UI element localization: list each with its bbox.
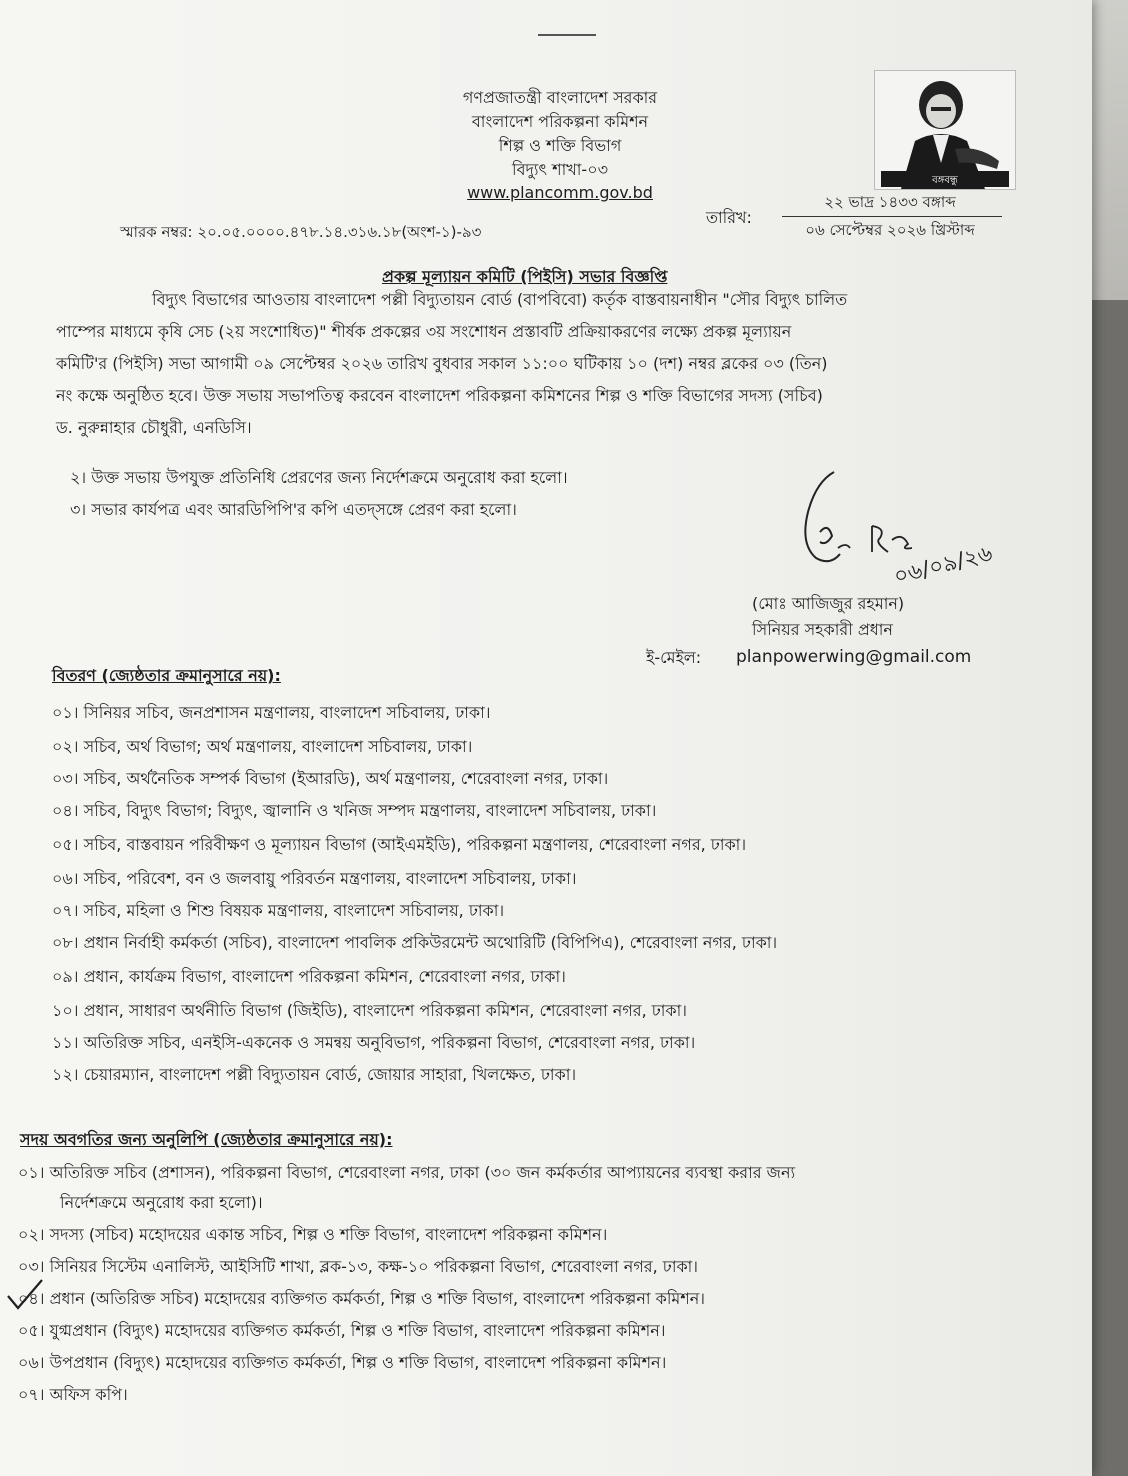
header-division: শিল্প ও শক্তি বিভাগ [498, 136, 622, 155]
list-item: ১০। প্রধান, সাধারণ অর্থনীতি বিভাগ (জিইডি), বাংলাদেশ পরিকল্পনা কমিশন, শেরেবাংলা নগর, ঢাকা। [52, 1001, 687, 1020]
list-item: ০২। সদস্য (সচিব) মহোদয়ের একান্ত সচিব, শিল্প ও শক্তি বিভাগ, বাংলাদেশ পরিকল্পনা কমিশন। [18, 1225, 608, 1244]
check-mark-icon [6, 1278, 46, 1312]
portrait-icon [875, 71, 1015, 189]
list-item: ১১। অতিরিক্ত সচিব, এনইসি-একনেক ও সমন্বয় অনুবিভাগ, পরিকল্পনা বিভাগ, শেরেবাংলা নগর, ঢাকা। [52, 1033, 696, 1052]
portrait-emblem [874, 70, 1016, 190]
date-label: তারিখ: [706, 208, 752, 227]
subject-heading: প্রকল্প মূল্যায়ন কমিটি (পিইসি) সভার বিজ্ঞপ্তি [382, 267, 668, 286]
body-line: ড. নুরুন্নাহার চৌধুরী, এনডিসি। [56, 418, 252, 437]
signer-name: (মোঃ আজিজুর রহমান) [752, 594, 905, 613]
body-line: পাম্পের মাধ্যমে কৃষি সেচ (২য় সংশোধিত)" শীর্ষক প্রকল্পের ৩য় সংশোধন প্রস্তাবটি প্রক্রিয়াকরণের লক্ষ্যে প্রকল্প মূল্যায়ন [56, 322, 792, 341]
distribution-heading: বিতরণ (জ্যেষ্ঠতার ক্রমানুসারে নয়): [52, 666, 281, 685]
date-bangla: ২২ ভাদ্র ১৪৩৩ বঙ্গাব্দ [824, 193, 956, 211]
list-item: ০৩। সচিব, অর্থনৈতিক সম্পর্ক বিভাগ (ইআরডি), অর্থ মন্ত্রণালয়, শেরেবাংলা নগর, ঢাকা। [52, 769, 609, 788]
email-label: ই-মেইল: [646, 648, 702, 667]
date-english: ০৬ সেপ্টেম্বর ২০২৬ খ্রিস্টাব্দ [805, 221, 975, 239]
list-item: ০৬। উপপ্রধান (বিদ্যুৎ) মহোদয়ের ব্যক্তিগত কর্মকর্তা, শিল্প ও শক্তি বিভাগ, বাংলাদেশ পরিকল্পনা কমিশন। [18, 1353, 667, 1372]
body-point-2: ২। উক্ত সভায় উপযুক্ত প্রতিনিধি প্রেরণের জন্য নির্দেশক্রমে অনুরোধ করা হলো। [70, 468, 568, 487]
email-address[interactable]: planpowerwing@gmail.com [736, 647, 972, 667]
list-item: নির্দেশক্রমে অনুরোধ করা হলো)। [60, 1193, 263, 1212]
list-item: ০৫। যুগ্মপ্রধান (বিদ্যুৎ) মহোদয়ের ব্যক্তিগত কর্মকর্তা, শিল্প ও শক্তি বিভাগ, বাংলাদেশ পরিকল্পনা কমিশন। [18, 1321, 666, 1340]
svg-text:০৬/০৯/২৬: ০৬/০৯/২৬ [891, 541, 996, 590]
list-item: ০১। সিনিয়র সচিব, জনপ্রশাসন মন্ত্রণালয়, বাংলাদেশ সচিবালয়, ঢাকা। [52, 703, 491, 722]
header-government: গণপ্রজাতন্ত্রী বাংলাদেশ সরকার [462, 88, 658, 107]
header-website[interactable]: www.plancomm.gov.bd [467, 183, 653, 202]
list-item: ০৮। প্রধান নির্বাহী কর্মকর্তা (সচিব), বাংলাদেশ পাবলিক প্রকিউরমেন্ট অথোরিটি (বিপিপিএ), শেরেবাংলা নগর, ঢাকা। [52, 933, 778, 952]
list-item: ০৩। সিনিয়র সিস্টেম এনালিস্ট, আইসিটি শাখা, ব্লক-১৩, কক্ষ-১০ পরিকল্পনা বিভাগ, শেরেবাংলা নগর, ঢাকা। [18, 1257, 699, 1276]
list-item: ০১। অতিরিক্ত সচিব (প্রশাসন), পরিকল্পনা বিভাগ, শেরেবাংলা নগর, ঢাকা (৩০ জন কর্মকর্তার আপ্যায়নের ব্যবস্থা করার জন্য [18, 1163, 796, 1182]
list-item: ০৫। সচিব, বাস্তবায়ন পরিবীক্ষণ ও মূল্যায়ন বিভাগ (আইএমইডি), পরিকল্পনা মন্ত্রণালয়, শেরেবাংলা নগর, ঢাকা। [52, 835, 747, 854]
body-paragraph [56, 284, 847, 444]
list-item: ০৭। সচিব, মহিলা ও শিশু বিষয়ক মন্ত্রণালয়, বাংলাদেশ সচিবালয়, ঢাকা। [52, 901, 505, 920]
list-item: ০৪। সচিব, বিদ্যুৎ বিভাগ; বিদ্যুৎ, জ্বালানি ও খনিজ সম্পদ মন্ত্রণালয়, বাংলাদেশ সচিবালয়, ঢাকা। [52, 801, 657, 820]
list-item: ০৪। প্রধান (অতিরিক্ত সচিব) মহোদয়ের ব্যক্তিগত কর্মকর্তা, শিল্প ও শক্তি বিভাগ, বাংলাদেশ পরিকল্পনা কমিশন। [18, 1289, 706, 1308]
body-line: কমিটি'র (পিইসি) সভা আগামী ০৯ সেপ্টেম্বর ২০২৬ তারিখ বুধবার সকাল ১১:০০ ঘটিকায় ১০ (দশ) নম্বর ব্লকের ০৩ (তিন) [56, 354, 828, 373]
list-item: ১২। চেয়ারম্যান, বাংলাদেশ পল্লী বিদ্যুতায়ন বোর্ড, জোয়ার সাহারা, খিলক্ষেত, ঢাকা। [52, 1065, 577, 1084]
memo-number: স্মারক নম্বর: ২০.০৫.০০০০.৪৭৮.১৪.৩১৬.১৮(অংশ-১)-৯৩ [120, 223, 482, 241]
list-item: ০৯। প্রধান, কার্যক্রম বিভাগ, বাংলাদেশ পরিকল্পনা কমিশন, শেরেবাংলা নগর, ঢাকা। [52, 967, 566, 986]
signer-designation: সিনিয়র সহকারী প্রধান [752, 620, 893, 639]
list-item: ০৭। অফিস কপি। [18, 1385, 128, 1404]
list-item: ০৬। সচিব, পরিবেশ, বন ও জলবায়ু পরিবর্তন মন্ত্রণালয়, বাংলাদেশ সচিবালয়, ঢাকা। [52, 869, 577, 888]
signature-scribble [776, 462, 1036, 590]
header-commission: বাংলাদেশ পরিকল্পনা কমিশন [471, 112, 649, 131]
date-divider [782, 216, 1002, 217]
header-branch: বিদ্যুৎ শাখা-০৩ [512, 160, 608, 179]
copy-heading: সদয় অবগতির জন্য অনুলিপি (জ্যেষ্ঠতার ক্রমানুসারে নয়): [20, 1130, 393, 1149]
body-line: বিদ্যুৎ বিভাগের আওতায় বাংলাদেশ পল্লী বিদ্যুতায়ন বোর্ড (বাপবিবো) কর্তৃক বাস্তবায়নাধীন "সৌর বিদ্যুৎ চালিত [152, 290, 848, 309]
top-mark [538, 34, 596, 36]
body-line: নং কক্ষে অনুষ্ঠিত হবে। উক্ত সভায় সভাপতিত্ব করবেন বাংলাদেশ পরিকল্পনা কমিশনের শিল্প ও শক্তি বিভাগের সদস্য (সচিব) [56, 386, 823, 405]
body-point-3: ৩। সভার কার্যপত্র এবং আরডিপিপি'র কপি এতদ্সঙ্গে প্রেরণ করা হলো। [70, 500, 517, 519]
list-item: ০২। সচিব, অর্থ বিভাগ; অর্থ মন্ত্রণালয়, বাংলাদেশ সচিবালয়, ঢাকা। [52, 737, 473, 756]
svg-text:বঙ্গবন্ধু: বঙ্গবন্ধু [932, 175, 958, 186]
